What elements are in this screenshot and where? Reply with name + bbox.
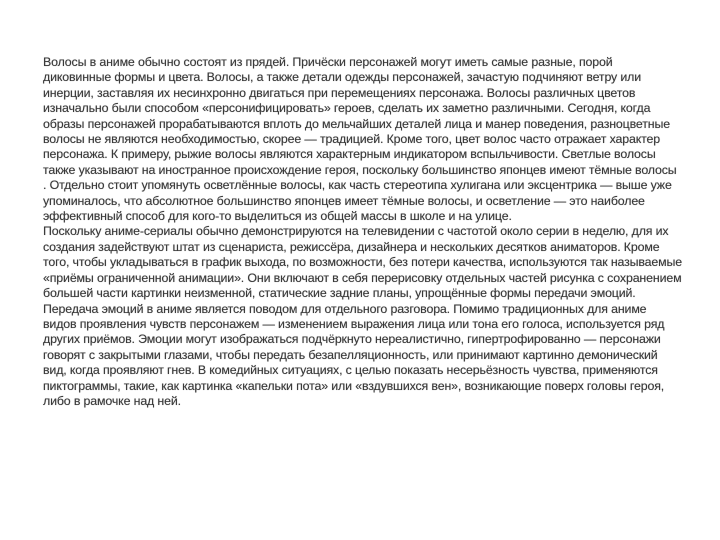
paragraph-hair: Волосы в аниме обычно состоят из прядей. Причёски персонажей могут иметь самые разные, порой диковинные формы и цвета. Волосы, а также детали одежды персонажей, зачастую подчиняют ветру или инерции, заставляя их несинхронно двигаться при перемещениях персонажа. Волосы различных цветов изначально были способом «персонифицировать» героев, сделать их заметно различными. Сегодня, когда образы персонажей прорабатываются вплоть до мельчайших деталей лица и манер поведения, разноцветные волосы не являются необходимостью, скорее — традицией. Кроме того, цвет волос часто отражает характер персонажа. К примеру, рыжие волосы являются характерным индикатором вспыльчивости. Светлые волосы также указывают на иностранное происхождение героя, поскольку большинство японцев имеют тёмные волосы . Отдельно стоит упомянуть осветлённые волосы, как часть стереотипа хулигана или эксцентрика — выше уже упоминалось, что абсолютное большинство японцев имеет тёмные волосы, и осветление — это наиболее эффективный способ для кого-то выделиться из общей массы в школе и на улице.	[43, 55, 677, 224]
body-text	[43, 55, 683, 409]
paragraph-limited-animation: Поскольку аниме-сериалы обычно демонстрируются на телевидении с частотой около серии в неделю, для их создания задействуют штат из сценариста, режиссёра, дизайнера и нескольких десятков аниматоров. Кроме того, чтобы укладываться в график выхода, по возможности, без потери качества, используются так называемые «приёмы ограниченной анимации». Они включают в себя перерисовку отдельных частей рисунка с сохранением большей части картинки неизменной, статические задние планы, упрощённые формы передачи эмоций.	[43, 224, 683, 301]
paragraph-emotions: Передача эмоций в аниме является поводом для отдельного разговора. Помимо традиционных для аниме видов проявления чувств персонажем — изменением выражения лица или тона его голоса, используется ряд других приёмов. Эмоции могут изображаться подчёркнуто нереалистично, гипертрофированно — персонажи говорят с закрытыми глазами, чтобы передать безапелляционность, или принимают картинно демонический вид, когда проявляют гнев. В комедийных ситуациях, с целью показать несерьёзность чувства, применяются пиктограммы, такие, как картинка «капельки пота» или «вздувшихся вен», возникающие поверх головы героя, либо в рамочке над ней.	[43, 301, 665, 408]
